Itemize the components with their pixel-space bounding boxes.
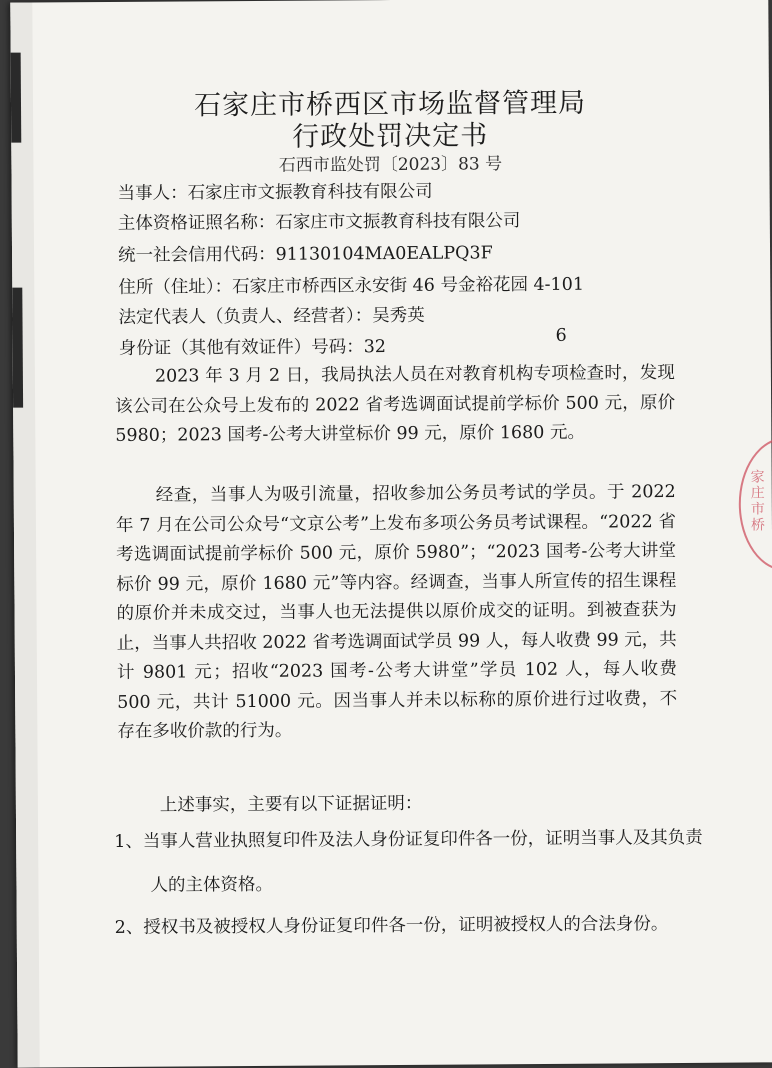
paragraph-findings: 经查，当事人为吸引流量，招收参加公务员考试的学员。于 2022 年 7 月在公司公众号“文京公考”上发布多项公务员考试课程。“2022 省考选调面试提前学标价 500 元，原价 5980”；“2023 国考-公考大讲堂标价 99 元，原价 1680 元”等内容。经调查，当事人所宣传的招生课程的原价并未成交过，当事人也无法提供以原价成交的证明。到被查获为止，当事人共招收 2022 省考选调面试学员 99 人，每人收费 99 元，共计 9801 元；招收“2023 国考-公考大讲堂”学员 102 人，每人收费 500 元，共计 51000 元。因当事人并未以标称的原价进行过收费，不存在多收价款的行为。 (115, 482, 678, 742)
document-type-title: 行政处罚决定书 (292, 120, 489, 153)
party-address: 住所（住址）：石家庄市桥西区永安街 46 号金裕花园 4-101 (118, 274, 585, 298)
credit-code: 统一社会信用代码：91130104MA0EALPQ3F (117, 243, 493, 266)
party-name: 当事人：石家庄市文振教育科技有限公司 (117, 181, 433, 204)
official-seal (738, 437, 772, 572)
document-number: 石西市监处罚〔2023〕83 号 (278, 154, 503, 176)
evidence-item-1: 1、当事人营业执照复印件及法人身份证复印件各一份，证明当事人及其负责人的主体资格。 (114, 827, 703, 896)
evidence-item-2: 2、授权书及被授权人身份证复印件各一份，证明被授权人的合法身份。 (114, 914, 669, 938)
paragraph-evidence-intro: 上述事实，主要有以下证据证明： (159, 793, 423, 816)
seal-text: 家庄市桥 (750, 469, 766, 534)
license-name: 主体资格证照名称：石家庄市文振教育科技有限公司 (117, 211, 521, 234)
legal-representative: 法定代表人（负责人、经营者）：吴秀英 (118, 305, 425, 328)
issuer-title: 石家庄市桥西区市场监督管理局 (193, 87, 587, 122)
document-page (10, 0, 772, 1068)
id-number-tail: 6 (555, 325, 567, 346)
id-number-label: 身份证（其他有效证件）号码：32 (118, 337, 387, 359)
paragraph-inspection: 2023 年 3 月 2 日，我局执法人员在对教育机构专项检查时，发现该公司在公众号上发布的 2022 省考选调面试提前学标价 500 元，原价 5980；2023 国考-公考大讲堂标价 99 元，原价 1680 元。 (115, 363, 676, 446)
